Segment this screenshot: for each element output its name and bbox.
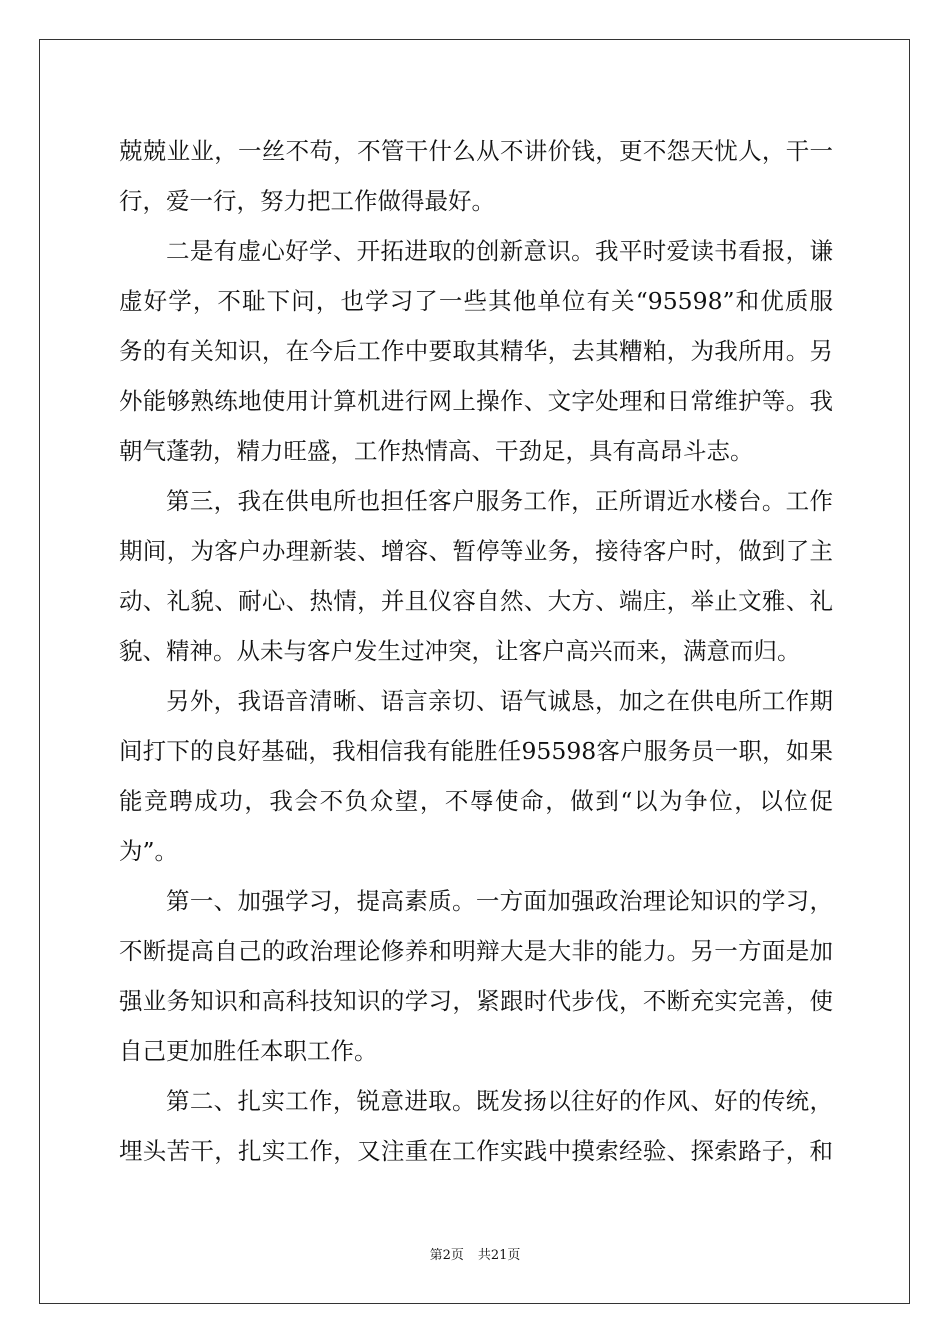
text-line: 第二、扎实工作，锐意进取。既发扬以往好的作风、好的传统， <box>166 1087 833 1115</box>
text-line: 期间，为客户办理新装、增容、暂停等业务，接待客户时，做到了主 <box>119 537 833 565</box>
text-line: 能竞聘成功，我会不负众望，不辱使命，做到“以为争位，以位促 <box>119 787 833 815</box>
text-line: 第一、加强学习，提高素质。一方面加强政治理论知识的学习， <box>166 887 833 915</box>
text-line: 强业务知识和高科技知识的学习，紧跟时代步伐，不断充实完善，使 <box>119 987 833 1015</box>
text-line: 虚好学，不耻下问，也学习了一些其他单位有关“95598”和优质服 <box>119 287 833 315</box>
page-total: 共21页 <box>477 1248 521 1263</box>
text-line: 务的有关知识，在今后工作中要取其精华，去其糟粕，为我所用。另 <box>119 337 833 365</box>
text-line: 埋头苦干，扎实工作，又注重在工作实践中摸索经验、探索路子，和 <box>119 1137 833 1165</box>
text-line: 貌、精神。从未与客户发生过冲突，让客户高兴而来，满意而归。 <box>119 637 801 665</box>
text-line: 为”。 <box>119 837 179 865</box>
text-line: 动、礼貌、耐心、热情，并且仪容自然、大方、端庄，举止文雅、礼 <box>119 587 833 615</box>
text-line: 不断提高自己的政治理论修养和明辩大是大非的能力。另一方面是加 <box>119 937 833 965</box>
text-line: 行，爱一行，努力把工作做得最好。 <box>119 187 495 215</box>
text-line: 自己更加胜任本职工作。 <box>119 1037 378 1065</box>
text-line: 间打下的良好基础，我相信我有能胜任95598客户服务员一职，如果 <box>119 737 833 765</box>
page-footer <box>0 1247 950 1265</box>
page-number: 第2页 <box>429 1248 464 1263</box>
text-line: 朝气蓬勃，精力旺盛，工作热情高、干劲足，具有高昂斗志。 <box>119 437 754 465</box>
text-line: 兢兢业业，一丝不苟，不管干什么从不讲价钱，更不怨天忧人，干一 <box>119 137 833 165</box>
text-line: 另外，我语音清晰、语言亲切、语气诚恳，加之在供电所工作期 <box>166 687 833 715</box>
text-line: 第三，我在供电所也担任客户服务工作，正所谓近水楼台。工作 <box>166 487 833 515</box>
text-line: 二是有虚心好学、开拓进取的创新意识。我平时爱读书看报，谦 <box>166 237 833 265</box>
text-line: 外能够熟练地使用计算机进行网上操作、文字处理和日常维护等。我 <box>119 387 833 415</box>
document-body <box>119 126 833 1176</box>
